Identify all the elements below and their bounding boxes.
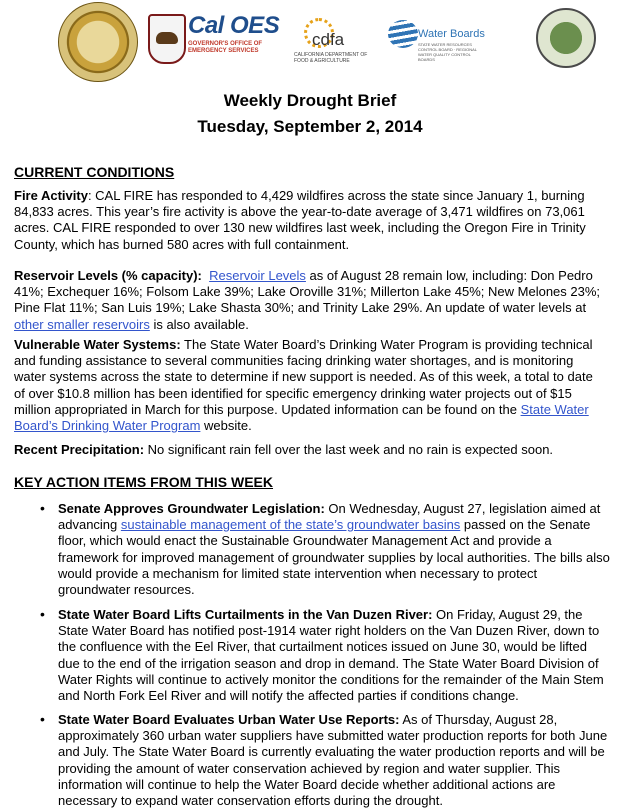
water-boards-logo bbox=[388, 18, 484, 70]
recent-precipitation-label: Recent Precipitation: bbox=[14, 442, 145, 457]
vulnerable-water-systems-text: The State Water Board’s Drinking Water Program is providing technical and funding assistance to several communities facing drinking water shortages, and is monitoring water systems across the state to determine if new support is needed. As of this week, a total to date of over $10.8 million has been identified for specific emergency drinking water projects out of $15 million appropriated in March for this purpose. Updated information can be found on the bbox=[14, 337, 593, 417]
bullet: • bbox=[40, 711, 45, 727]
water-boards-subtitle: STATE WATER RESOURCES CONTROL BOARD · REGIONAL WATER QUALITY CONTROL BOARDS bbox=[418, 42, 477, 62]
cdfa-subtitle: CALIFORNIA DEPARTMENT OF FOOD & AGRICULTURE bbox=[294, 52, 368, 64]
action-item-text: As of Thursday, August 28, approximately 360 urban water suppliers have submitted water production reports for both June and July. The State Water Board is currently evaluating the water production reports and will be providing the amount of water conservation achieved by region and water supplier. This information will continue to help the Water Board decide whether additional actions are necessary to expand water conservation efforts during the drought. bbox=[58, 712, 608, 809]
vulnerable-water-systems-tail: website. bbox=[200, 418, 252, 434]
action-item-text: On Friday, August 29, the State Water Board has notified post-1914 water right holders on the Van Duzen River, down to the confluence with the Eel River, that curtailment notices issued on June 30, would be lifted due to the end of the irrigation season and drop in demand. The State Water Board Division of Water Rights will continue to actively monitor the conditions for the remainder of the Main Stem and North Fork Eel River and will notify the affected parties if conditions change. bbox=[58, 607, 604, 704]
action-item-label: State Water Board Evaluates Urban Water Use Reports: bbox=[58, 712, 400, 727]
recent-precipitation-paragraph bbox=[14, 442, 606, 458]
document-title: Weekly Drought Brief bbox=[223, 91, 397, 110]
fire-activity-text: : CAL FIRE has responded to 4,429 wildfires across the state since January 1, burning 84,833 acres. This year’s fire activity is above the year-to-date average of 3,471 wildfires on 73,061 acres. CAL FIRE responded to over 130 new wildfires last week, including the Oregon Fire in Trinity County, which has burned 580 acres with full containment. bbox=[14, 188, 586, 252]
cal-oes-logo bbox=[188, 12, 284, 64]
action-item-groundwater bbox=[58, 501, 610, 598]
governor-seal-logo bbox=[58, 2, 138, 82]
fire-activity-label: Fire Activity bbox=[14, 188, 88, 203]
reservoir-levels-text: as of August 28 remain low, including: Don Pedro 41%; Exchequer 16%; Folsom Lake 39%; Lake Oroville 31%; Millerton Lake 45%; New Melones 23%; Pine Flat 11%; San Luis 19%; Lake Shasta 30%; and Trinity Lake 29%. An update of water levels at bbox=[14, 268, 601, 316]
action-item-text: passed on the Senate floor, which would enact the Sustainable Groundwater Management Act and provide a framework for improved management of groundwater supplies by local authorities. The bills also would provide a mechanism for limited state intervention when necessary to protect groundwater resources. bbox=[58, 517, 610, 598]
california-bear-badge-logo bbox=[148, 14, 186, 64]
cal-oes-subtitle: GOVERNOR'S OFFICE OF EMERGENCY SERVICES bbox=[188, 41, 263, 54]
reservoir-levels-label: Reservoir Levels (% capacity): bbox=[14, 268, 202, 283]
water-boards-name: Water Boards bbox=[418, 28, 485, 40]
drinking-water-program-link[interactable]: State Water Board’s Drinking Water Program bbox=[14, 401, 589, 434]
reservoir-levels-paragraph bbox=[14, 268, 606, 333]
vulnerable-water-systems-paragraph bbox=[14, 337, 606, 434]
cdfa-name: cdfa bbox=[312, 30, 345, 49]
bullet: • bbox=[40, 500, 45, 516]
action-item-van-duzen bbox=[58, 607, 610, 704]
logo-bar bbox=[0, 0, 620, 84]
action-item-label: State Water Board Lifts Curtailments in the Van Duzen River: bbox=[58, 607, 433, 622]
recent-precipitation-text: No significant rain fell over the last week and no rain is expected soon. bbox=[144, 442, 554, 457]
water-wave-icon bbox=[388, 20, 418, 48]
document-date: Tuesday, September 2, 2014 bbox=[197, 117, 423, 136]
current-conditions-heading: CURRENT CONDITIONS bbox=[14, 164, 175, 180]
action-item-text: On Wednesday, August 27, legislation aimed at advancing bbox=[58, 501, 601, 533]
action-item-urban-water bbox=[58, 712, 610, 809]
state-seal-logo bbox=[536, 8, 596, 68]
key-action-items-heading: KEY ACTION ITEMS FROM THIS WEEK bbox=[14, 474, 274, 490]
smaller-reservoirs-link[interactable]: other smaller reservoirs bbox=[14, 316, 150, 332]
bullet: • bbox=[40, 606, 45, 622]
vulnerable-water-systems-label: Vulnerable Water Systems: bbox=[14, 337, 181, 352]
cdfa-logo bbox=[290, 18, 380, 66]
fire-activity-paragraph bbox=[14, 188, 606, 253]
cal-oes-name: Cal OES bbox=[188, 12, 280, 39]
groundwater-basins-link[interactable]: sustainable management of the state’s groundwater basins bbox=[120, 517, 461, 533]
reservoir-levels-link[interactable]: Reservoir Levels bbox=[209, 268, 306, 283]
reservoir-levels-tail: is also available. bbox=[149, 316, 249, 332]
action-item-label: Senate Approves Groundwater Legislation: bbox=[58, 501, 325, 516]
